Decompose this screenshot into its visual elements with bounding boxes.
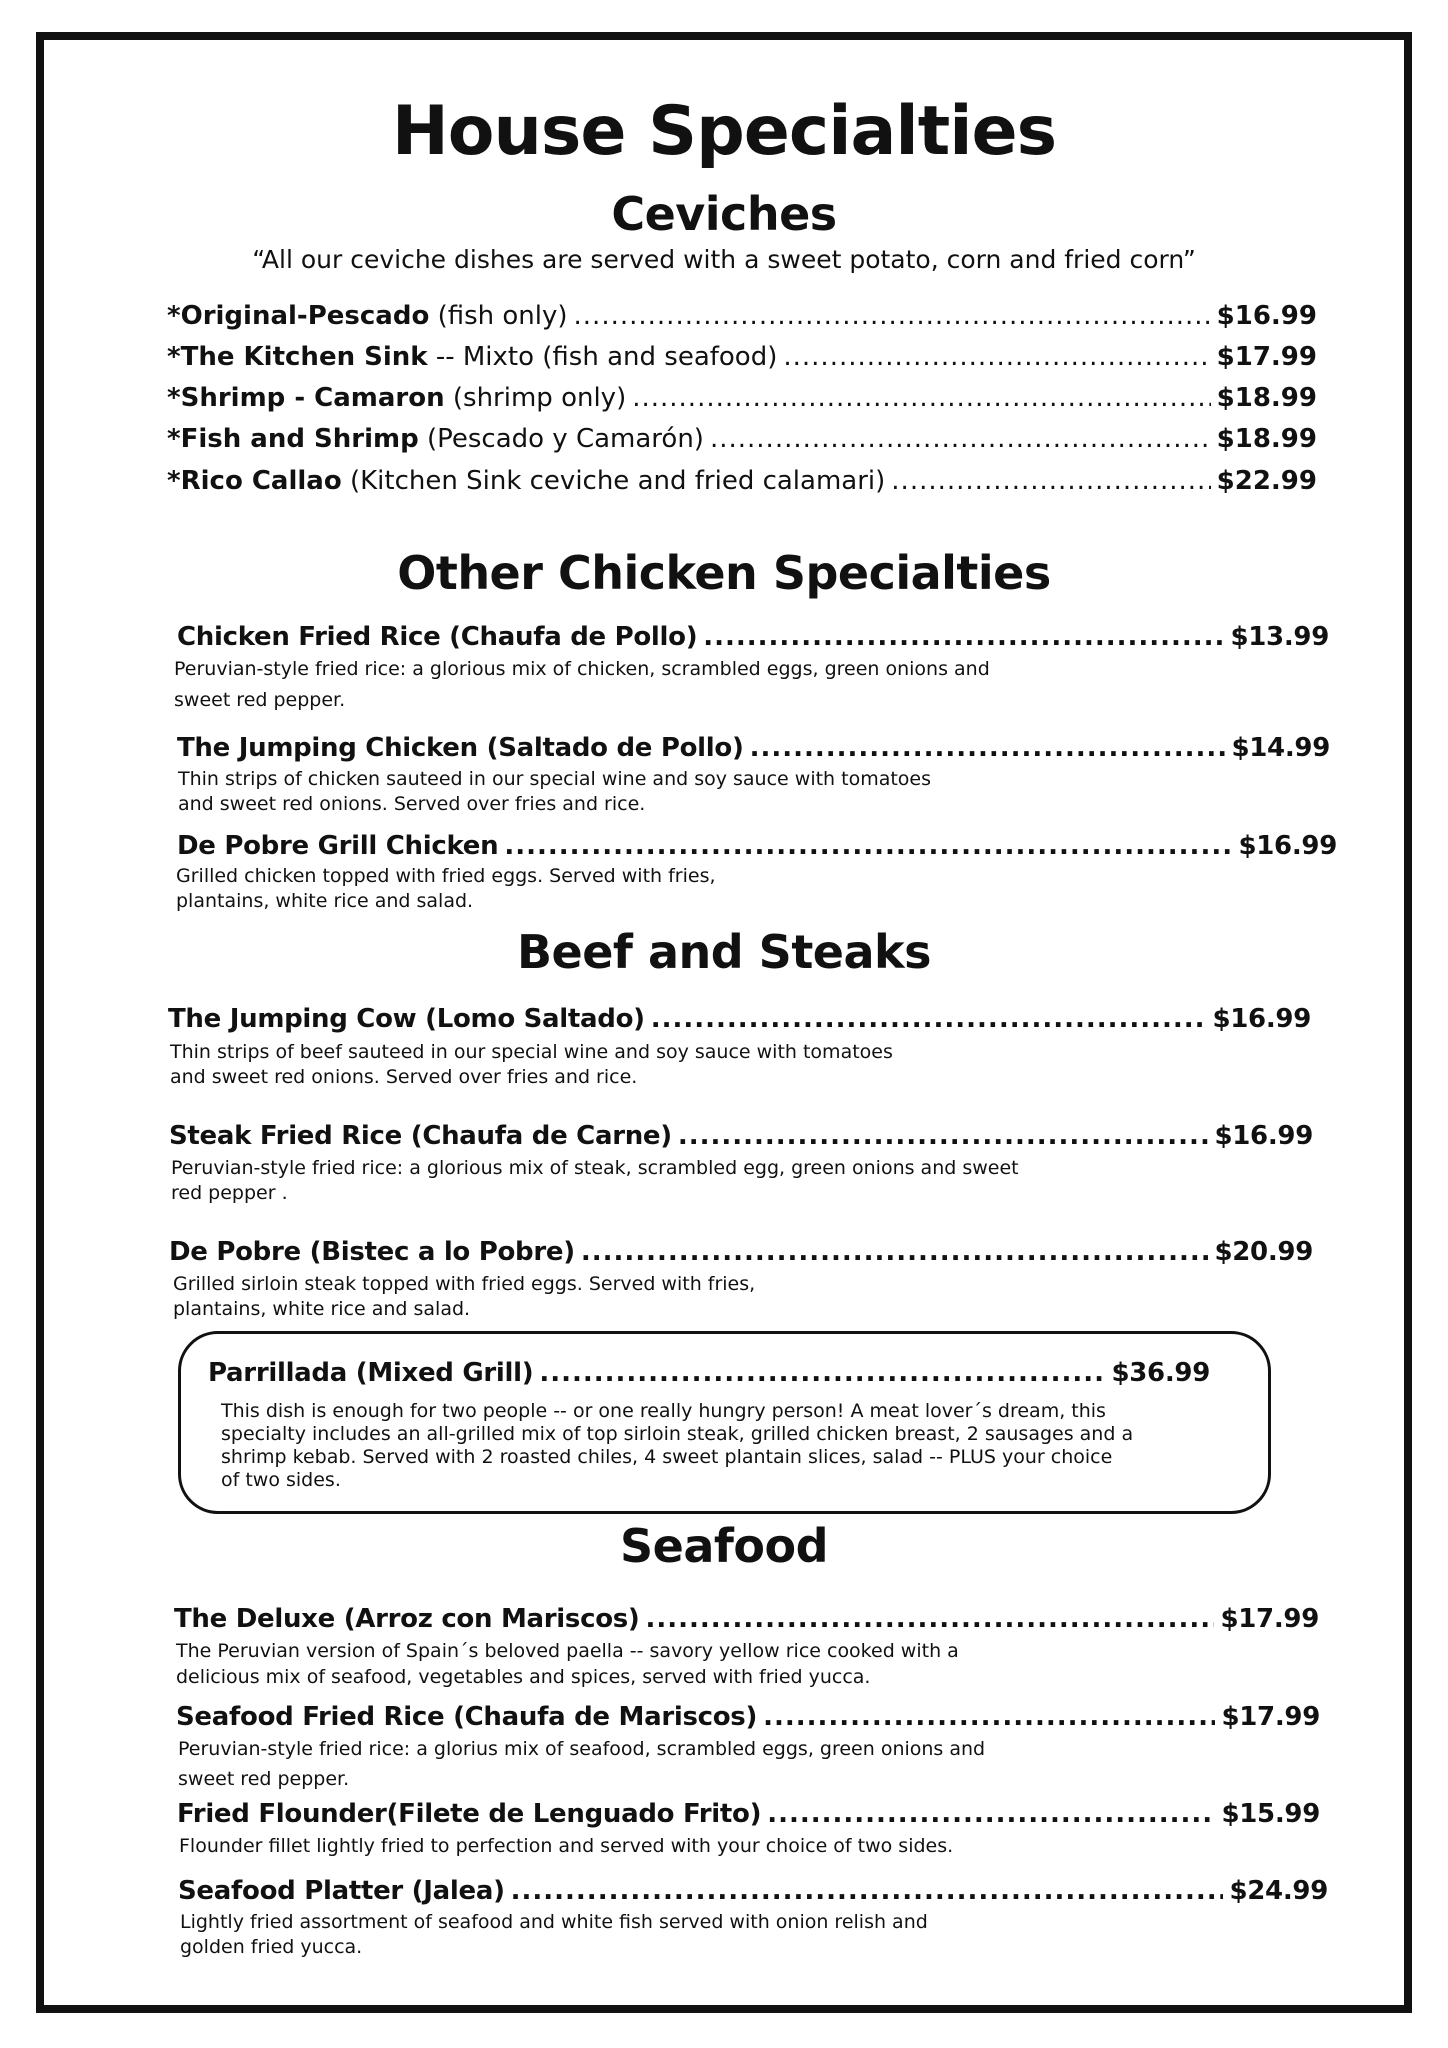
item-name: De Pobre Grill Chicken	[177, 831, 499, 861]
dot-leader	[651, 1002, 1207, 1036]
item-detail: (fish only)	[437, 301, 568, 331]
menu-item	[169, 1119, 1313, 1153]
dot-leader	[703, 620, 1224, 654]
dot-leader	[539, 1356, 1105, 1390]
dot-leader	[767, 1797, 1215, 1831]
item-price: $17.99	[1220, 1604, 1319, 1634]
item-description: Grilled chicken topped with fried eggs. Served with fries,	[176, 865, 716, 887]
menu-item	[178, 1874, 1328, 1908]
item-price: $15.99	[1221, 1799, 1320, 1829]
item-name: The Jumping Cow (Lomo Saltado)	[168, 1004, 645, 1034]
dot-leader	[574, 299, 1211, 333]
menu-item-parrillada	[208, 1356, 1210, 1390]
item-price: $17.99	[1216, 342, 1317, 372]
item-price: $36.99	[1111, 1358, 1210, 1388]
menu-item-ceviche	[167, 422, 1317, 456]
dot-leader	[504, 829, 1232, 863]
featured-item-box	[178, 1331, 1271, 1514]
section-heading-beef: Beef and Steaks	[516, 925, 932, 979]
item-detail: (shrimp only)	[452, 383, 627, 413]
item-description: of two sides.	[221, 1469, 341, 1491]
item-detail: (Pescado y Camarón)	[426, 424, 704, 454]
item-name: Seafood Fried Rice (Chaufa de Mariscos)	[176, 1702, 758, 1732]
menu-item-ceviche	[167, 464, 1317, 498]
item-description: delicious mix of seafood, vegetables and spices, served with fried yucca.	[176, 1666, 871, 1688]
item-name: *Rico Callao	[167, 466, 342, 496]
menu-item	[177, 829, 1337, 863]
item-description: and sweet red onions. Served over fries and rice.	[170, 1066, 638, 1088]
dot-leader	[646, 1602, 1215, 1636]
item-description: sweet red pepper.	[174, 689, 346, 711]
dot-leader	[581, 1235, 1209, 1269]
item-description: Lightly fried assortment of seafood and white fish served with onion relish and	[180, 1911, 928, 1933]
menu-item	[168, 1002, 1311, 1036]
item-description: Peruvian-style fried rice: a glorious mix of chicken, scrambled eggs, green onions and	[174, 658, 990, 680]
item-price: $24.99	[1229, 1876, 1328, 1906]
item-price: $20.99	[1214, 1237, 1313, 1267]
item-description: Thin strips of beef sauteed in our special wine and soy sauce with tomatoes	[170, 1041, 893, 1063]
item-name: *Original-Pescado	[167, 301, 430, 331]
item-description: Grilled sirloin steak topped with fried eggs. Served with fries,	[173, 1273, 756, 1295]
menu-item	[169, 1235, 1313, 1269]
menu-item-ceviche	[167, 381, 1317, 415]
item-description: plantains, white rice and salad.	[173, 1298, 471, 1320]
item-price: $16.99	[1238, 831, 1337, 861]
item-name: *Fish and Shrimp	[167, 424, 419, 454]
item-description: Peruvian-style fried rice: a glorius mix of seafood, scrambled eggs, green onions and	[178, 1738, 986, 1760]
item-name: Chicken Fried Rice (Chaufa de Pollo)	[177, 622, 698, 652]
item-description: and sweet red onions. Served over fries and rice.	[178, 793, 646, 815]
menu-item	[174, 1602, 1319, 1636]
dot-leader	[678, 1119, 1209, 1153]
item-name: Parrillada (Mixed Grill)	[208, 1358, 534, 1388]
item-description: specialty includes an all-grilled mix of top sirloin steak, grilled chicken breast, 2 sausages and a	[221, 1423, 1134, 1445]
item-description: Flounder fillet lightly fried to perfection and served with your choice of two sides.	[179, 1835, 954, 1857]
item-description: Thin strips of chicken sauteed in our special wine and soy sauce with tomatoes	[178, 768, 932, 790]
item-price: $18.99	[1216, 383, 1317, 413]
item-name: The Deluxe (Arroz con Mariscos)	[174, 1604, 640, 1634]
item-detail: -- Mixto (fish and seafood)	[435, 342, 778, 372]
item-detail: (Kitchen Sink ceviche and fried calamari)	[349, 466, 886, 496]
item-price: $16.99	[1212, 1004, 1311, 1034]
item-description: plantains, white rice and salad.	[176, 890, 474, 912]
item-price: $17.99	[1221, 1702, 1320, 1732]
dot-leader	[710, 422, 1211, 456]
dot-leader	[511, 1874, 1224, 1908]
item-name: De Pobre (Bistec a lo Pobre)	[169, 1237, 575, 1267]
item-name: Steak Fried Rice (Chaufa de Carne)	[169, 1121, 672, 1151]
item-description: Peruvian-style fried rice: a glorious mix of steak, scrambled egg, green onions and sweet	[171, 1157, 1019, 1179]
item-description: shrimp kebab. Served with 2 roasted chiles, 4 sweet plantain slices, salad -- PLUS your choice	[221, 1446, 1113, 1468]
item-price: $22.99	[1216, 466, 1317, 496]
section-heading-chicken: Other Chicken Specialties	[397, 546, 1051, 600]
item-price: $13.99	[1230, 622, 1329, 652]
dot-leader	[750, 731, 1226, 765]
item-description: This dish is enough for two people -- or one really hungry person! A meat lover´s dream, this	[221, 1400, 1106, 1422]
item-price: $16.99	[1216, 301, 1317, 331]
section-heading-ceviches: Ceviches	[611, 187, 837, 241]
item-description: The Peruvian version of Spain´s beloved paella -- savory yellow rice cooked with a	[176, 1640, 959, 1662]
menu-item-ceviche	[167, 340, 1317, 374]
item-name: Seafood Platter (Jalea)	[178, 1876, 505, 1906]
dot-leader	[632, 381, 1210, 415]
page-title: House Specialties	[391, 92, 1057, 171]
item-name: *The Kitchen Sink	[167, 342, 428, 372]
menu-item-ceviche	[167, 299, 1317, 333]
menu-item	[177, 620, 1329, 654]
item-price: $14.99	[1231, 733, 1330, 763]
menu-item	[177, 1797, 1320, 1831]
section-heading-seafood: Seafood	[619, 1519, 828, 1573]
item-name: The Jumping Chicken (Saltado de Pollo)	[177, 733, 744, 763]
menu-item	[177, 731, 1330, 765]
item-description: golden fried yucca.	[180, 1936, 363, 1958]
dot-leader	[783, 340, 1210, 374]
item-price: $16.99	[1214, 1121, 1313, 1151]
item-name: *Shrimp - Camaron	[167, 383, 445, 413]
item-description: red pepper .	[171, 1182, 288, 1204]
dot-leader	[763, 1700, 1215, 1734]
item-name: Fried Flounder(Filete de Lenguado Frito)	[177, 1799, 762, 1829]
item-description: sweet red pepper.	[178, 1768, 350, 1790]
item-price: $18.99	[1216, 424, 1317, 454]
menu-item	[176, 1700, 1320, 1734]
dot-leader	[891, 464, 1210, 498]
ceviche-note: “All our ceviche dishes are served with a sweet potato, corn and fried corn”	[252, 245, 1196, 274]
